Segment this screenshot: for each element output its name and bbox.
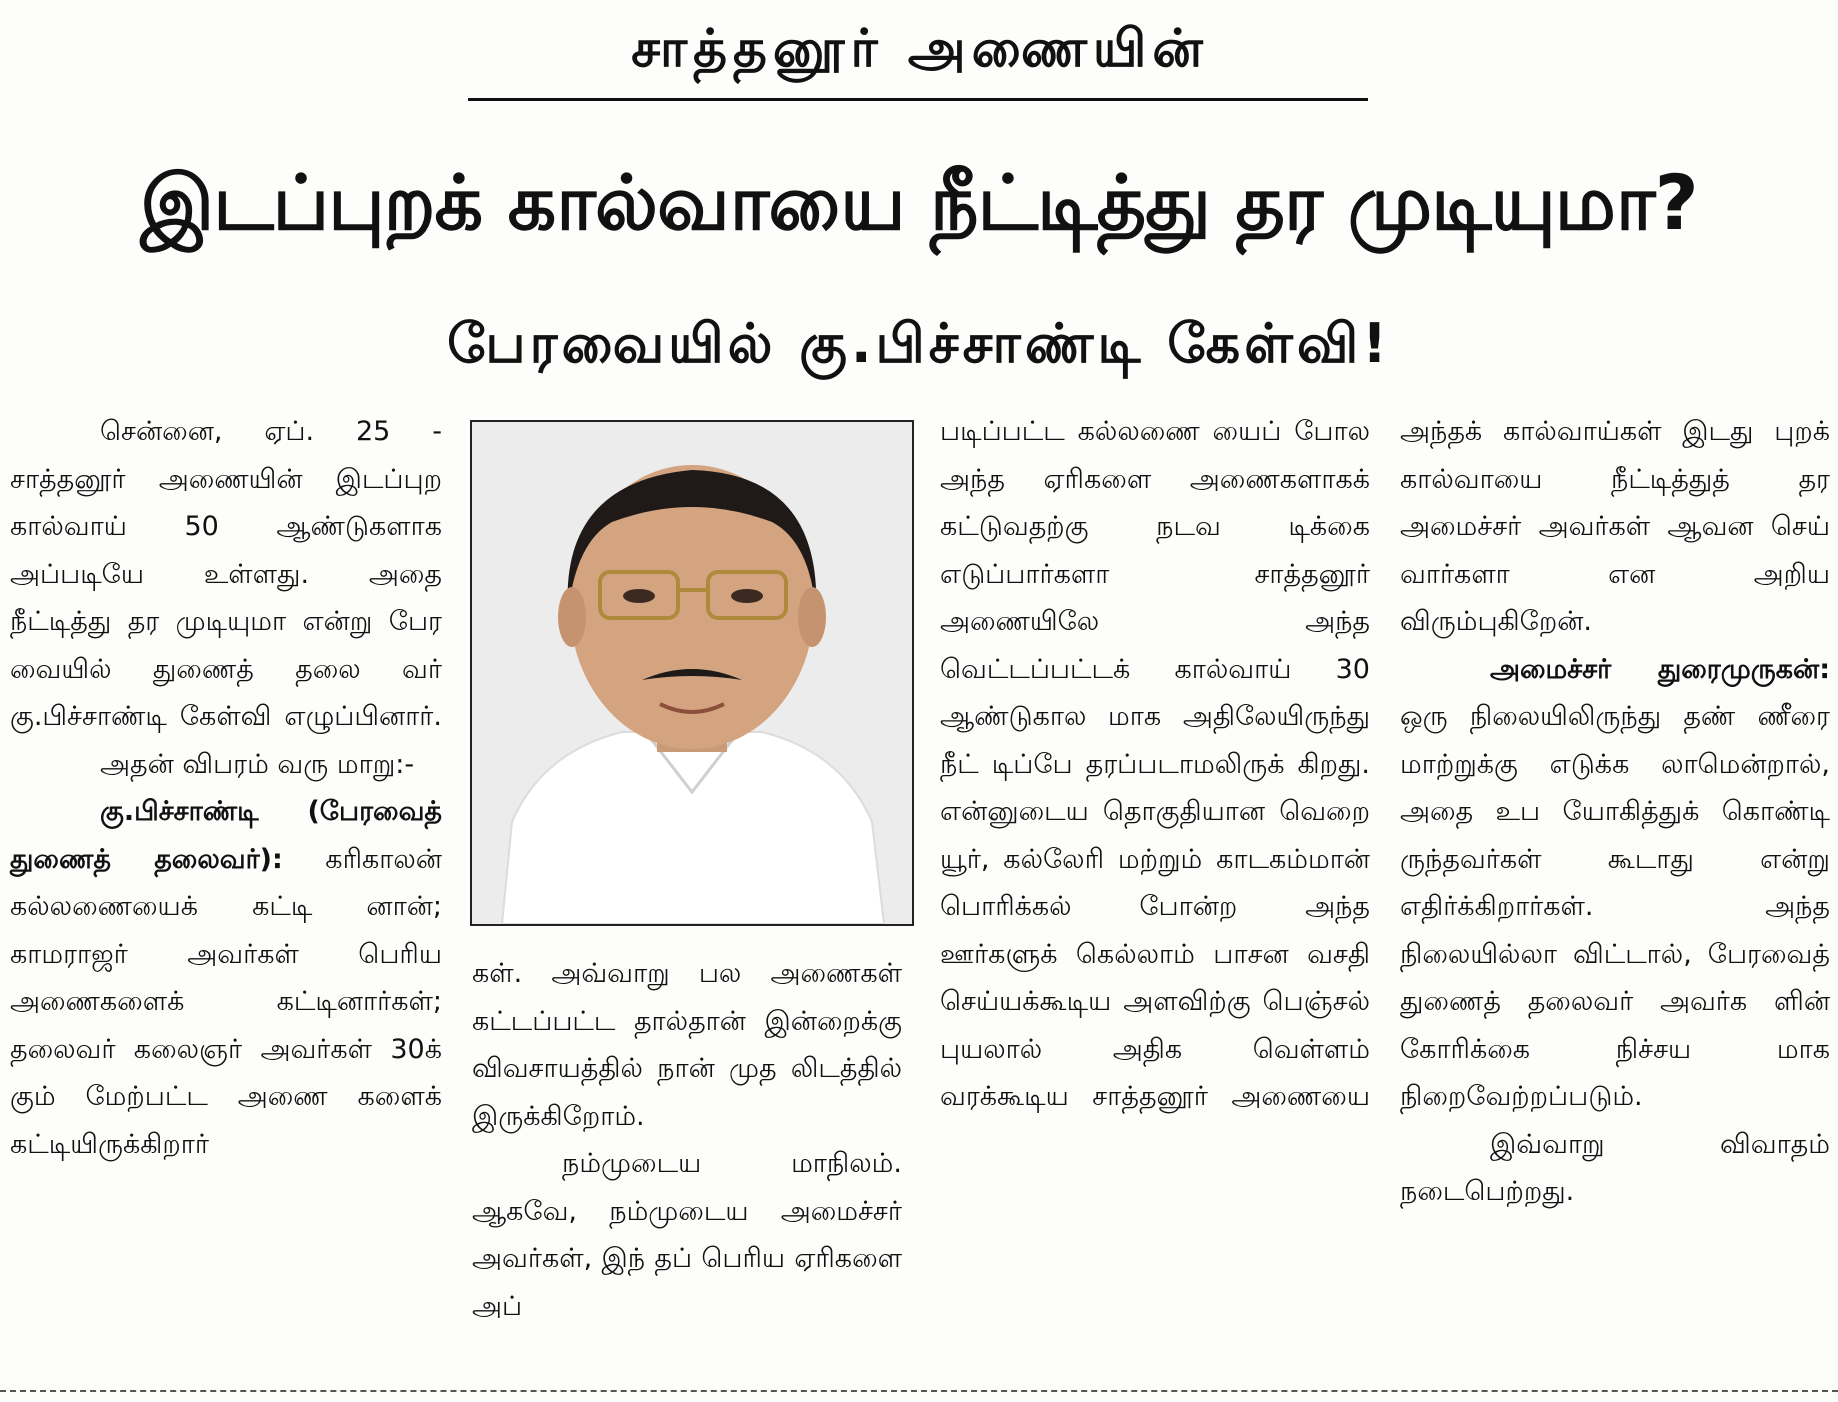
portrait-illustration [472,422,912,924]
article-subhead: பேரவையில் கு.பிச்சாண்டி கேள்வி! [447,312,1391,375]
col3-paragraph-1: படிப்பட்ட கல்லணை யைப் போல அந்த ஏரிகளை அணைகளாகக் கட்டுவதற்கு நடவ டிக்கை எடுப்பார்களா சாத்தனூர் அணையிலே அந்த வெட்டப்பட்டக் கால்வாய் 30 ஆண்டுகால மாக அதிலேயிருந்து நீட் டிப்பே தரப்படாமலிருக் கிறது. என்னுடைய தொகுதியான வெறை யூர், கல்லேரி மற்றும் காடகம்மான் பொரிக்கல் போன்ற அந்த ஊர்களுக் கெல்லாம் பாசன வசதி செய்யக்கூடிய அளவிற்கு பெஞ்சல் புயலால் அதிக வெள்ளம் வரக்கூடிய சாத்தனூர் அணையை [940,416,1370,1112]
col2-paragraph-2: நம்முடைய மாநிலம். ஆகவே, நம்முடைய அமைச்சர் அவர்கள், இந் தப் பெரிய ஏரிகளை அப் [472,1148,902,1322]
article-column-3 [940,408,1370,1121]
article-column-1 [10,408,442,1168]
col4-paragraph-2: ஒரு நிலையிலிருந்து தண் ணீரை மாற்றுக்கு எடுக்க லாமென்றால், அதை உப யோகித்துக் கொண்டி ருந்தவர்கள் கூடாது என்று எதிர்க்கிறார்கள். அந்த நிலையில்லா விட்டால், பேரவைத் துணைத் தலைவர் அவர்க ளின் கோரிக்கை நிச்சய மாக நிறைவேற்றப்படும். [1400,701,1830,1112]
col2-paragraph-1: கள். அவ்வாறு பல அணைகள் கட்டப்பட்ட தால்தான் இன்றைக்கு விவசாயத்தில் நான் முத லிடத்தில் இருக்கிறோம். [472,958,902,1132]
col1-paragraph-1: சென்னை, ஏப். 25 - சாத்தனூர் அணையின் இடப்புற கால்வாய் 50 ஆண்டுகளாக அப்படியே உள்ளது. அதை நீட்டித்து தர முடியுமா என்று பேர வையில் துணைத் தலை வர் கு.பிச்சாண்டி கேள்வி எழுப்பினார். [10,416,442,732]
col4-paragraph-3: இவ்வாறு விவாதம் நடைபெற்றது. [1400,1128,1830,1207]
article-column-4 [1400,408,1830,1216]
article-headline: இடப்புறக் கால்வாயை நீட்டித்து தர முடியுமா? [140,158,1698,247]
col4-paragraph-1: அந்தக் கால்வாய்கள் இடது புறக் கால்வாயை நீட்டித்துத் தர அமைச்சர் அவர்கள் ஆவன செய் வார்களா என அறிய விரும்புகிறேன். [1400,416,1830,637]
bottom-dashed-divider [0,1390,1838,1392]
speaker-duraimurugan-label [1400,646,1830,694]
col1-paragraph-2: அதன் விபரம் வரு மாறு:- [100,748,415,780]
speaker-pichandi-label: கு.பிச்சாண்டி (பேரவைத் துணைத் தலைவர்): [10,796,442,875]
article-column-2 [472,950,902,1330]
article-kicker: சாத்தனூர் அணையின் [631,19,1209,79]
portrait-photo [470,420,914,926]
speaker-duraimurugan-name: அமைச்சர் துரைமுருகன்: [1490,653,1830,685]
kicker-divider [468,98,1368,101]
col1-paragraph-3-text: கரிகாலன் கல்லணையைக் கட்டி னான்; காமராஜர் அவர்கள் பெரிய அணைகளைக் கட்டினார்கள்; தலைவர் கலைஞர் அவர்கள் 30க் கும் மேற்பட்ட அணை களைக் கட்டியிருக்கிறார் [10,843,442,1160]
col1-paragraph-3 [10,788,442,1168]
